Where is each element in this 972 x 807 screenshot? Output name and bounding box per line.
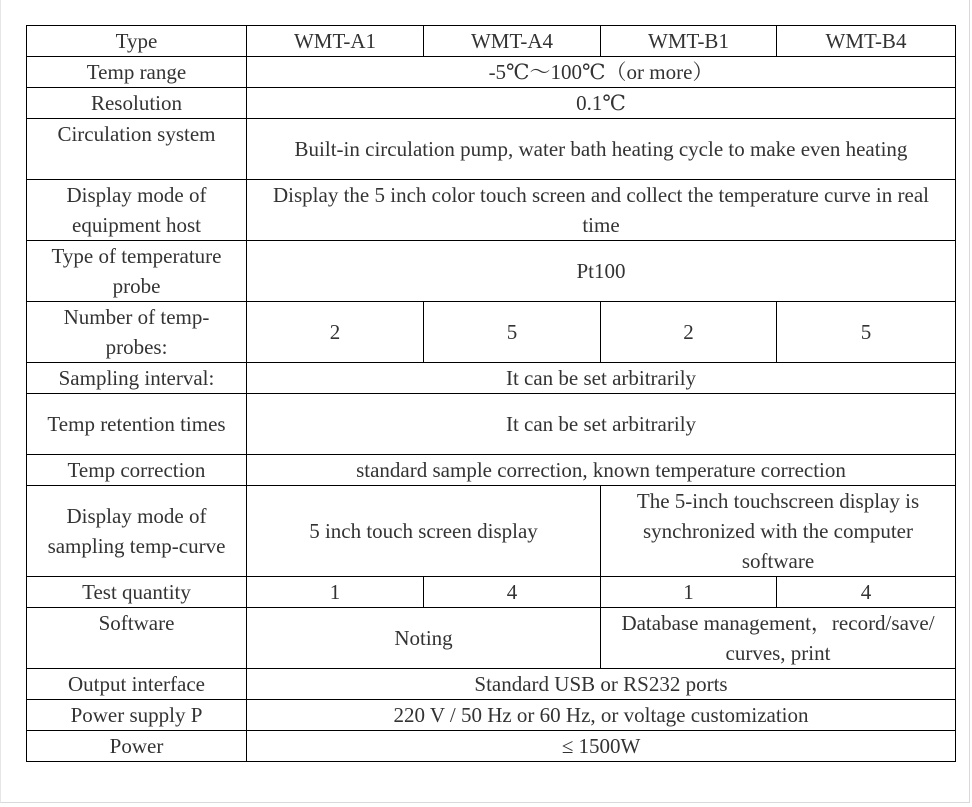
row-label: Number of temp-probes: xyxy=(27,302,247,363)
table-row-software xyxy=(27,608,956,669)
header-model-wmt-a4: WMT-A4 xyxy=(424,26,601,57)
row-value: -5℃～100℃（or more） xyxy=(247,57,956,88)
row-label: Test quantity xyxy=(27,577,247,608)
row-label: Display mode of equipment host xyxy=(27,180,247,241)
row-value-b-models: Database management，record/save/ curves, print xyxy=(601,608,956,669)
row-value: 0.1℃ xyxy=(247,88,956,119)
row-value-a-models: 5 inch touch screen display xyxy=(247,486,601,577)
table-row-retention xyxy=(27,394,956,455)
row-value: Standard USB or RS232 ports xyxy=(247,669,956,700)
row-label: Sampling interval: xyxy=(27,363,247,394)
row-label: Resolution xyxy=(27,88,247,119)
row-value: ≤ 1500W xyxy=(247,731,956,762)
table-row-output xyxy=(27,669,956,700)
table-row-probe-count xyxy=(27,302,956,363)
table-row-header xyxy=(27,26,956,57)
table-row-correction xyxy=(27,455,956,486)
row-value: Pt100 xyxy=(247,241,956,302)
row-value-b-models: The 5-inch touchscreen display is synchronized with the computer software xyxy=(601,486,956,577)
row-value-wmt-b4: 5 xyxy=(777,302,956,363)
table-row-probe-type xyxy=(27,241,956,302)
table-row-power xyxy=(27,731,956,762)
table-row-temp-range xyxy=(27,57,956,88)
row-value-wmt-b4: 4 xyxy=(777,577,956,608)
table-row-test-quantity xyxy=(27,577,956,608)
table-row-circulation xyxy=(27,119,956,180)
row-label: Power supply P xyxy=(27,700,247,731)
row-value-wmt-a4: 4 xyxy=(424,577,601,608)
table-row-display-curve xyxy=(27,486,956,577)
row-label: Type of temperature probe xyxy=(27,241,247,302)
header-model-wmt-b1: WMT-B1 xyxy=(601,26,777,57)
row-label: Output interface xyxy=(27,669,247,700)
row-label: Temp range xyxy=(27,57,247,88)
row-label: Circulation system xyxy=(27,119,247,180)
header-model-wmt-b4: WMT-B4 xyxy=(777,26,956,57)
table-row-resolution xyxy=(27,88,956,119)
row-value: Built-in circulation pump, water bath heating cycle to make even heating xyxy=(247,119,956,180)
row-value: standard sample correction, known temperature correction xyxy=(247,455,956,486)
row-label: Display mode of sampling temp-curve xyxy=(27,486,247,577)
row-label: Power xyxy=(27,731,247,762)
row-label: Temp retention times xyxy=(27,394,247,455)
row-value-wmt-b1: 2 xyxy=(601,302,777,363)
table-row-power-supply xyxy=(27,700,956,731)
row-value: It can be set arbitrarily xyxy=(247,394,956,455)
row-label: Software xyxy=(27,608,247,669)
row-value-wmt-b1: 1 xyxy=(601,577,777,608)
row-value: It can be set arbitrarily xyxy=(247,363,956,394)
row-value-wmt-a4: 5 xyxy=(424,302,601,363)
row-value-wmt-a1: 1 xyxy=(247,577,424,608)
table-row-sampling-interval xyxy=(27,363,956,394)
table-row-display-host xyxy=(27,180,956,241)
row-value: 220 V / 50 Hz or 60 Hz, or voltage customization xyxy=(247,700,956,731)
header-type-label: Type xyxy=(27,26,247,57)
header-model-wmt-a1: WMT-A1 xyxy=(247,26,424,57)
row-value-a-models: Noting xyxy=(247,608,601,669)
spec-table xyxy=(26,25,956,762)
row-value: Display the 5 inch color touch screen and collect the temperature curve in real time xyxy=(247,180,956,241)
row-label: Temp correction xyxy=(27,455,247,486)
row-value-wmt-a1: 2 xyxy=(247,302,424,363)
